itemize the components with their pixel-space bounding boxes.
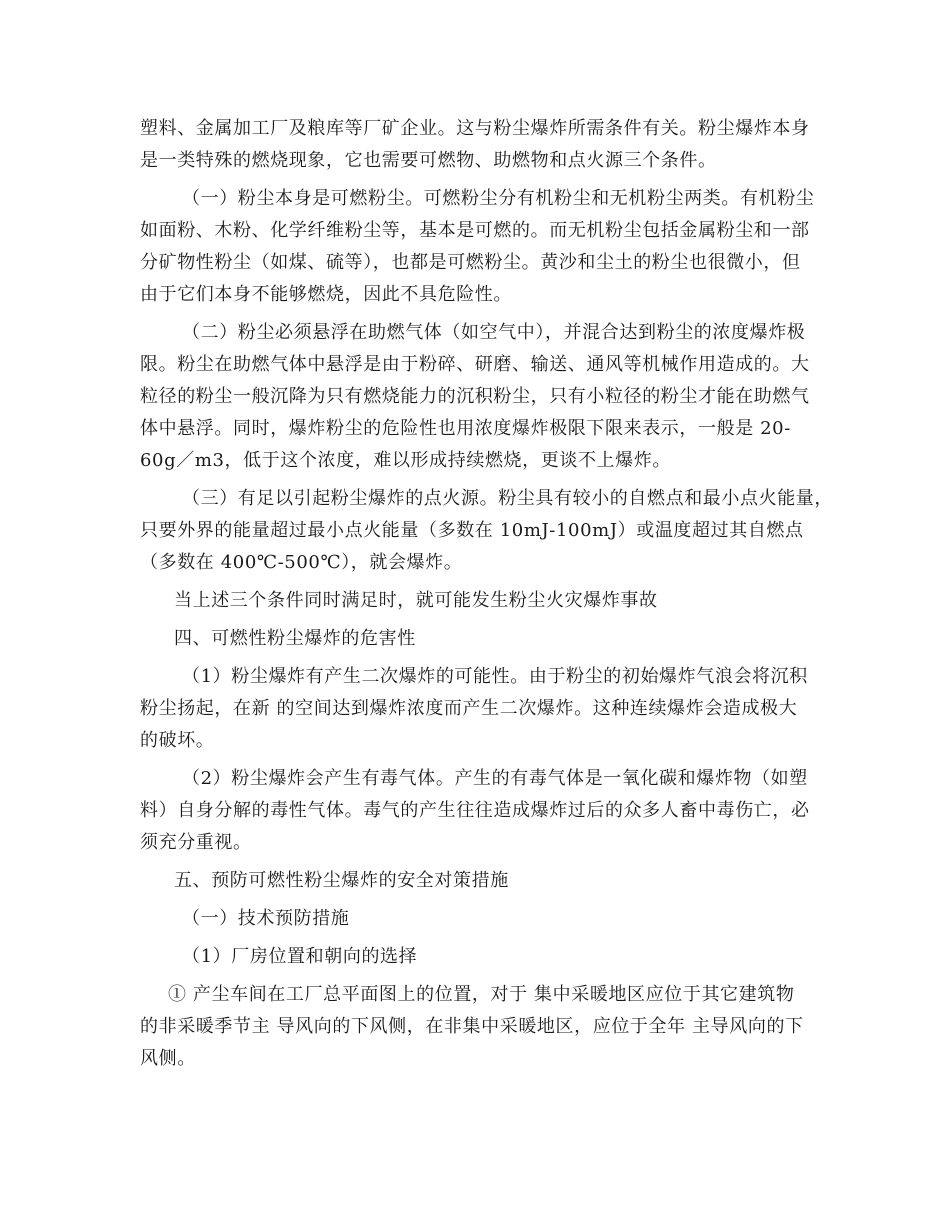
subsection-heading: （1）厂房位置和朝向的选择 — [182, 946, 418, 967]
paragraph-line: 当上述三个条件同时满足时，就可能发生粉尘火灾爆炸事故 — [174, 590, 658, 611]
text-line: 由于它们本身不能够燃烧，因此不具危险性。 — [140, 284, 512, 305]
text-line: 是一类特殊的燃烧现象，它也需要可燃物、助燃物和点火源三个条件。 — [140, 150, 717, 171]
text-line: 粉尘扬起，在新 的空间达到爆炸浓度而产生二次爆炸。这种连续爆炸会造成极大 — [140, 698, 798, 719]
text-line: （多数在 400℃-500℃），就会爆炸。 — [140, 552, 463, 573]
paragraph-first-line: （一）粉尘本身是可燃粉尘。可燃粉尘分有机粉尘和无机粉尘两类。有机粉尘 — [182, 188, 815, 209]
section-heading: 四、可燃性粉尘爆炸的危害性 — [174, 628, 416, 649]
subsection-heading: （一）技术预防措施 — [182, 908, 350, 929]
text-line: 塑料、金属加工厂及粮库等厂矿企业。这与粉尘爆炸所需条件有关。粉尘爆炸本身 — [140, 118, 810, 139]
paragraph-first-line: ① 产尘车间在工厂总平面图上的位置，对于 集中采暖地区应位于其它建筑物 — [168, 984, 795, 1005]
paragraph-first-line: （1）粉尘爆炸有产生二次爆炸的可能性。由于粉尘的初始爆炸气浪会将沉积 — [182, 666, 808, 687]
text-line: 风侧。 — [140, 1048, 196, 1069]
text-line: 60g／m3，低于这个浓度，难以形成持续燃烧，更谈不上爆炸。 — [140, 450, 671, 471]
paragraph-first-line: （二）粉尘必须悬浮在助燃气体（如空气中），并混合达到粉尘的浓度爆炸极 — [182, 322, 806, 343]
document-body — [140, 113, 833, 1075]
text-line: 只要外界的能量超过最小点火能量（多数在 10mJ-100mJ）或温度超过其自燃点 — [140, 520, 804, 541]
paragraph-first-line: （三）有足以引起粉尘爆炸的点火源。粉尘具有较小的自燃点和最小点火能量， — [182, 488, 833, 509]
text-line: 粒径的粉尘一般沉降为只有燃烧能力的沉积粉尘，只有小粒径的粉尘才能在助燃气 — [140, 386, 810, 407]
text-line: 如面粉、木粉、化学纤维粉尘等，基本是可燃的。而无机粉尘包括金属粉尘和一部 — [140, 220, 810, 241]
text-line: 限。粉尘在助燃气体中悬浮是由于粉碎、研磨、输送、通风等机械作用造成的。大 — [140, 354, 810, 375]
text-line: 体中悬浮。同时，爆炸粉尘的危险性也用浓度爆炸极限下限来表示，一般是 20- — [140, 418, 791, 439]
paragraph-first-line: （2）粉尘爆炸会产生有毒气体。产生的有毒气体是一氧化碳和爆炸物（如塑 — [182, 768, 808, 789]
text-line: 的破坏。 — [140, 730, 215, 751]
text-line: 须充分重视。 — [140, 832, 252, 853]
text-line: 的非采暖季节主 导风向的下风侧，在非集中采暖地区，应位于全年 主导风向的下 — [140, 1016, 804, 1037]
section-heading: 五、预防可燃性粉尘爆炸的安全对策措施 — [174, 870, 509, 891]
text-line: 料）自身分解的毒性气体。毒气的产生往往造成爆炸过后的众多人畜中毒伤亡，必 — [140, 800, 810, 821]
text-line: 分矿物性粉尘（如煤、硫等），也都是可燃粉尘。黄沙和尘土的粉尘也很微小，但 — [140, 252, 801, 273]
